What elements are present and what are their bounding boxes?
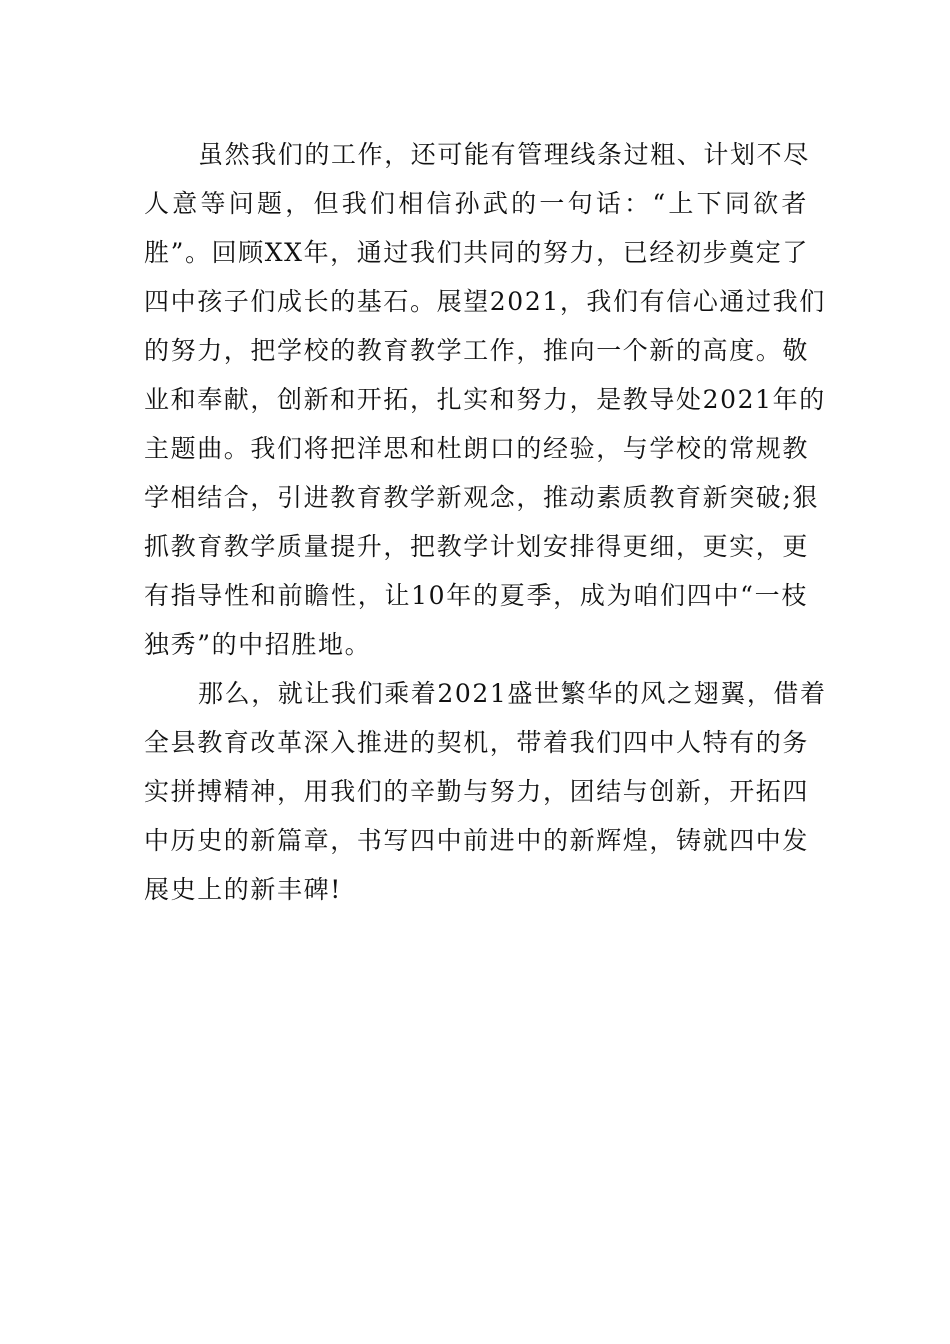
document-body [144,130,827,914]
paragraph-line: 学相结合，引进教育教学新观念，推动素质教育新突破;狠 [144,483,820,512]
paragraph-line: 抓教育教学质量提升，把教学计划安排得更细，更实，更 [144,532,810,561]
paragraph-1 [144,130,826,669]
paragraph-line: 实拼搏精神，用我们的辛勤与努力，团结与创新，开拓四 [144,777,810,806]
paragraph-line: 独秀”的中招胜地。 [144,630,372,659]
paragraph-line: 那么，就让我们乘着2021盛世繁华的风之翅翼，借着 [198,679,827,708]
paragraph-line: 人意等问题，但我们相信孙武的一句话：“上下同欲者 [144,189,808,218]
paragraph-line: 虽然我们的工作，还可能有管理线条过粗、计划不尽 [198,140,810,169]
paragraph-line: 业和奉献，创新和开拓，扎实和努力，是教导处2021年的 [144,385,826,414]
paragraph-line: 主题曲。我们将把洋思和杜朗口的经验，与学校的常规教 [144,434,810,463]
paragraph-line: 展史上的新丰碑! [144,875,342,904]
paragraph-2 [144,669,827,914]
paragraph-line: 四中孩子们成长的基石。展望2021，我们有信心通过我们 [144,287,826,316]
paragraph-line: 的努力，把学校的教育教学工作，推向一个新的高度。敬 [144,336,810,365]
paragraph-line: 胜”。回顾XX年，通过我们共同的努力，已经初步奠定了 [144,238,809,267]
paragraph-line: 中历史的新篇章，书写四中前进中的新辉煌，铸就四中发 [144,826,810,855]
paragraph-line: 全县教育改革深入推进的契机，带着我们四中人特有的务 [144,728,810,757]
paragraph-line: 有指导性和前瞻性，让10年的夏季，成为咱们四中“一枝 [144,581,808,610]
